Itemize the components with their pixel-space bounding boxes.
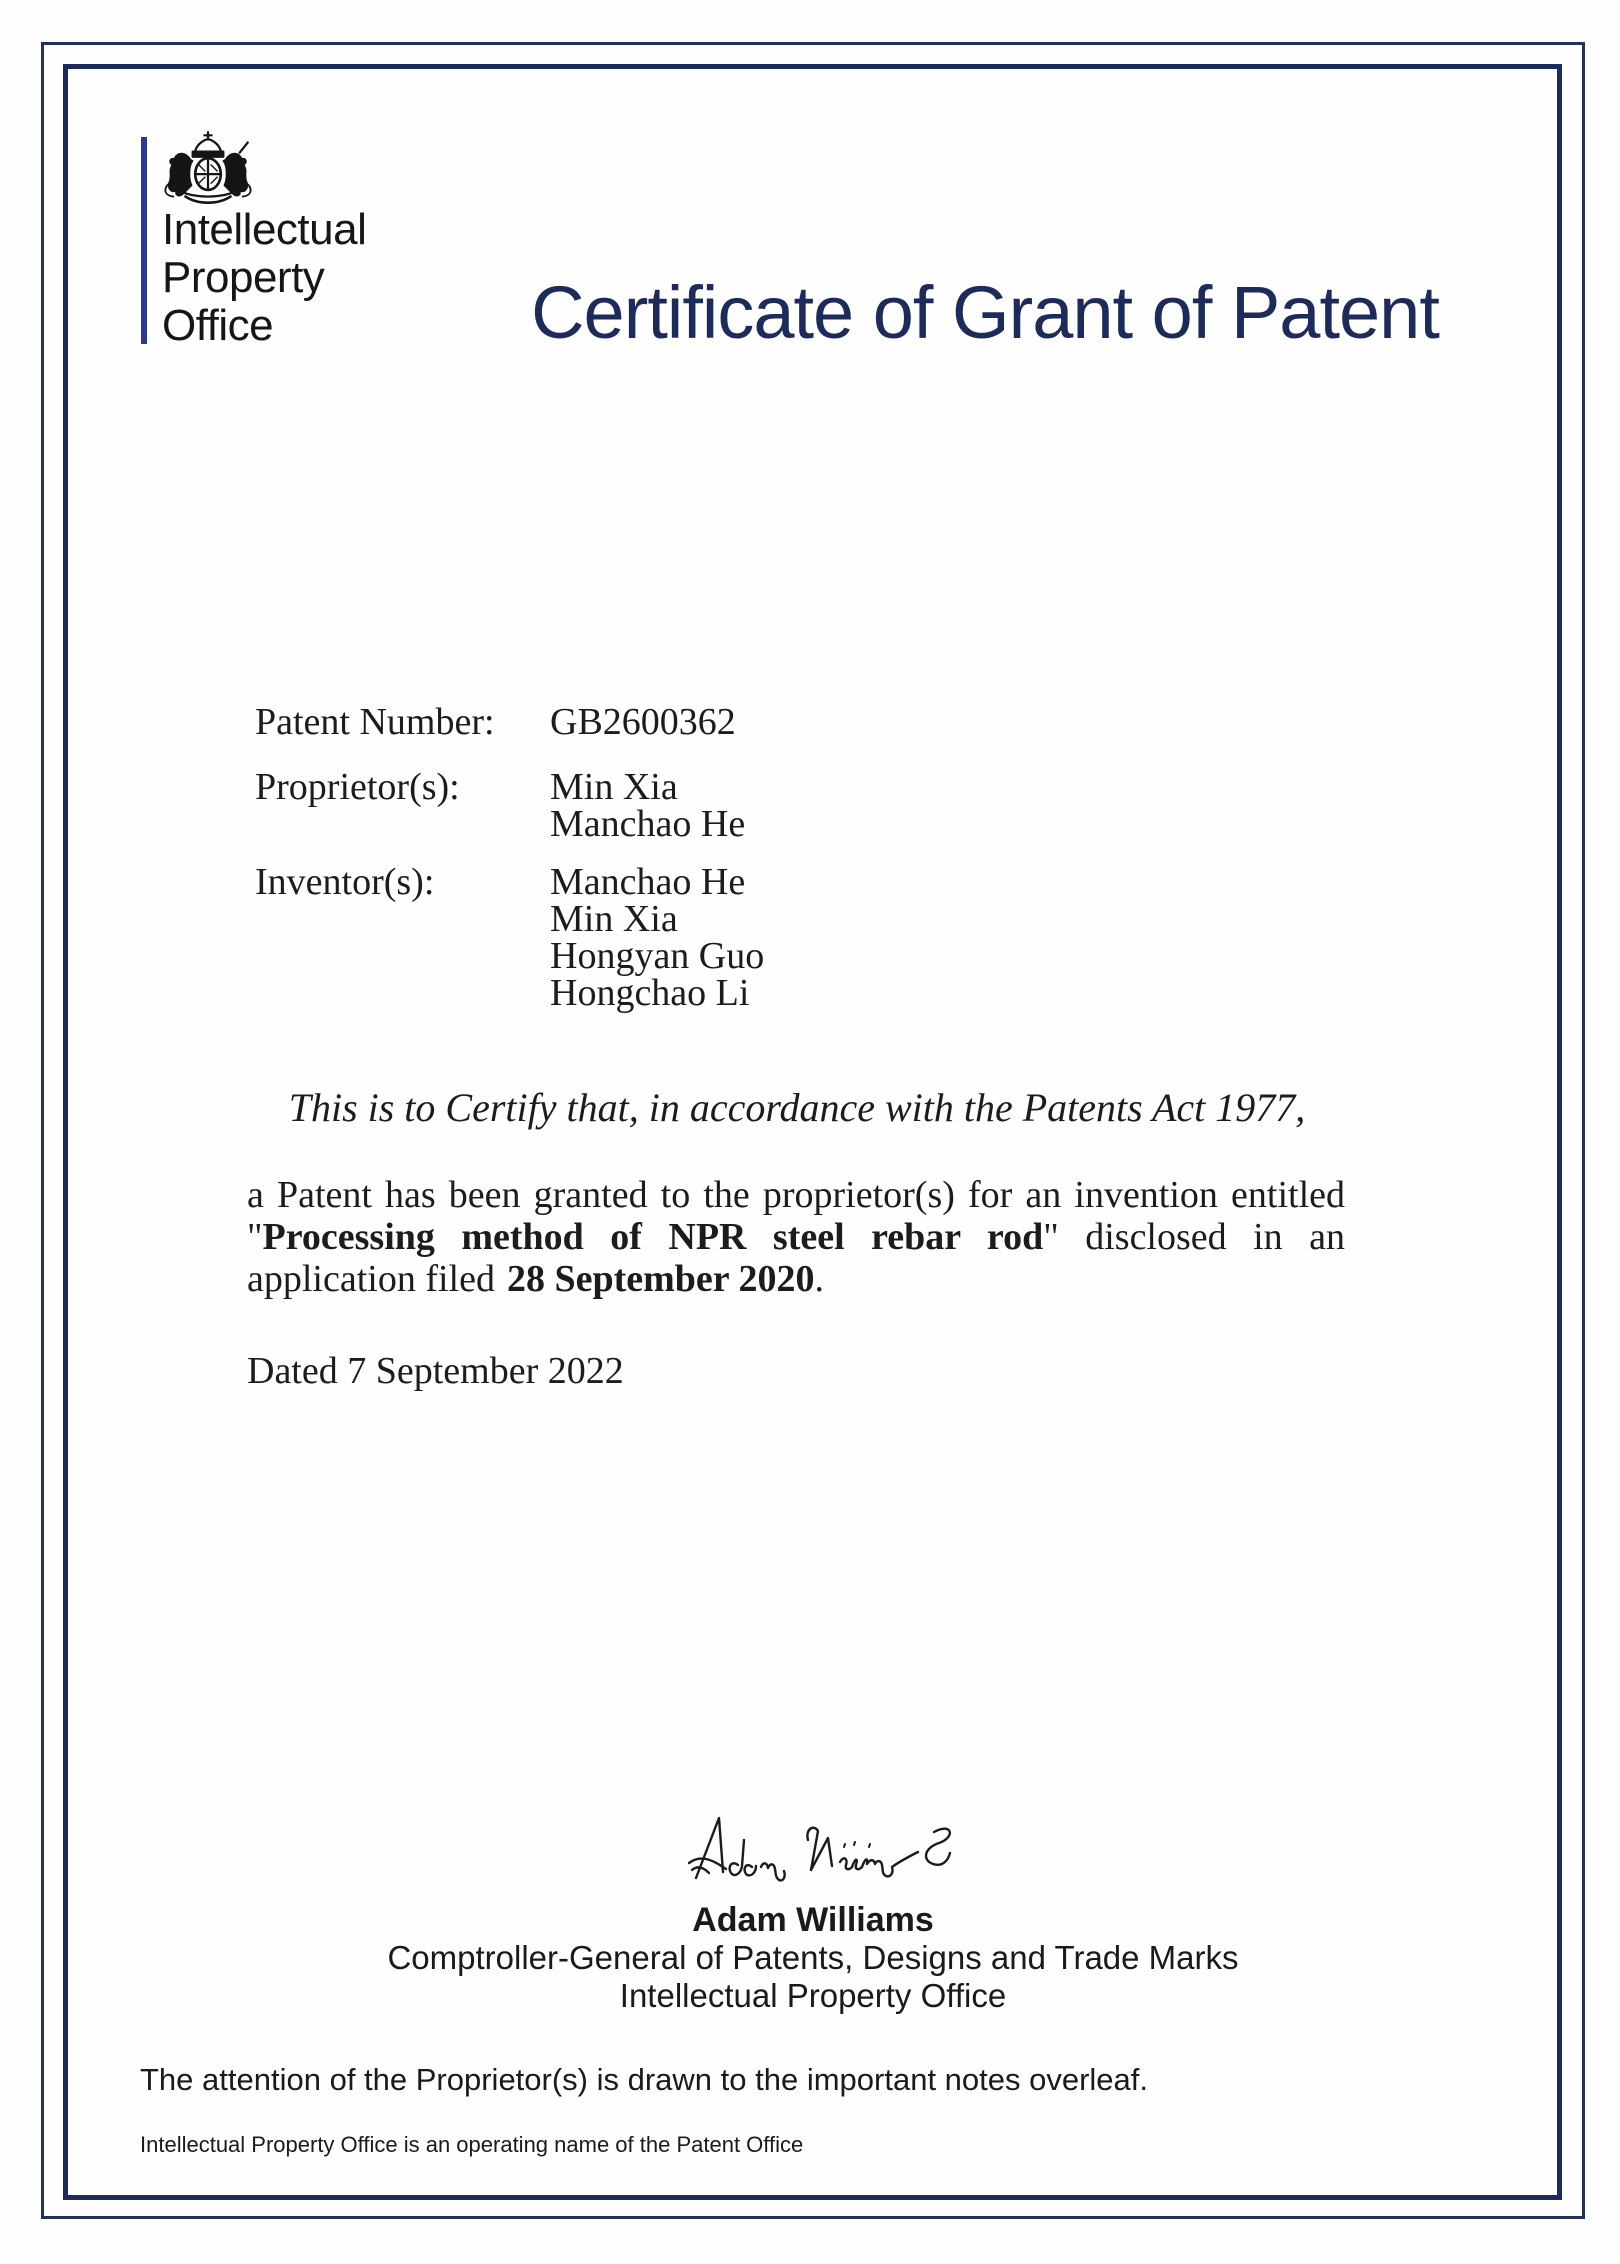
inventor-item: Hongyan Guo [550, 935, 765, 977]
proprietors-label: Proprietor(s): [255, 766, 460, 808]
invention-title: Processing method of NPR steel rebar rod [262, 1216, 1044, 1258]
patent-number-value: GB2600362 [550, 701, 736, 743]
logo-line-3: Office [162, 301, 274, 350]
logo-blue-bar [141, 137, 147, 344]
grant-paragraph-line-1: a Patent has been granted to the proprietor(s) for an invention entitled [247, 1174, 1345, 1216]
inventors-label: Inventor(s): [255, 861, 435, 903]
patent-number-label: Patent Number: [255, 701, 495, 743]
proprietors-value [550, 766, 746, 845]
signatory-role: Comptroller-General of Patents, Designs and Trade Marks [387, 1939, 1239, 1976]
signature-handwriting [686, 1810, 966, 1890]
inventors-value [550, 861, 765, 1014]
grant-paragraph-line-2 [247, 1216, 1345, 1258]
proprietor-item: Manchao He [550, 803, 746, 845]
grant-paragraph-line-3 [247, 1258, 1345, 1300]
filing-date: 28 September 2020 [506, 1258, 815, 1300]
operating-name-footnote: Intellectual Property Office is an operating name of the Patent Office [140, 2132, 804, 2157]
logo-line-2: Property [162, 253, 325, 302]
certificate-title: Certificate of Grant of Patent [531, 271, 1439, 354]
grant-line-2-rest: disclosed in an [1058, 1216, 1345, 1258]
certify-statement: This is to Certify that, in accordance with the Patents Act 1977, [288, 1085, 1306, 1130]
royal-coat-of-arms-icon [159, 131, 257, 207]
logo-wordmark [162, 206, 366, 350]
signatory-block [0, 1901, 1620, 2015]
grant-line-3-pre: application filed [247, 1258, 495, 1300]
inventor-item: Min Xia [550, 898, 678, 940]
signatory-name: Adam Williams [692, 1901, 934, 1939]
grant-line-3-post: . [814, 1258, 824, 1300]
signatory-office: Intellectual Property Office [619, 1977, 1007, 2014]
grant-paragraph [247, 1174, 1345, 1300]
dated-line: Dated 7 September 2022 [247, 1350, 624, 1392]
inventor-item: Hongchao Li [550, 972, 750, 1014]
attention-note: The attention of the Proprietor(s) is drawn to the important notes overleaf. [140, 2062, 1149, 2097]
quote-close: " [1043, 1216, 1059, 1258]
inventor-item: Manchao He [550, 861, 746, 903]
proprietor-item: Min Xia [550, 766, 678, 808]
quote-open: " [247, 1216, 263, 1258]
logo-line-1: Intellectual [162, 205, 367, 254]
